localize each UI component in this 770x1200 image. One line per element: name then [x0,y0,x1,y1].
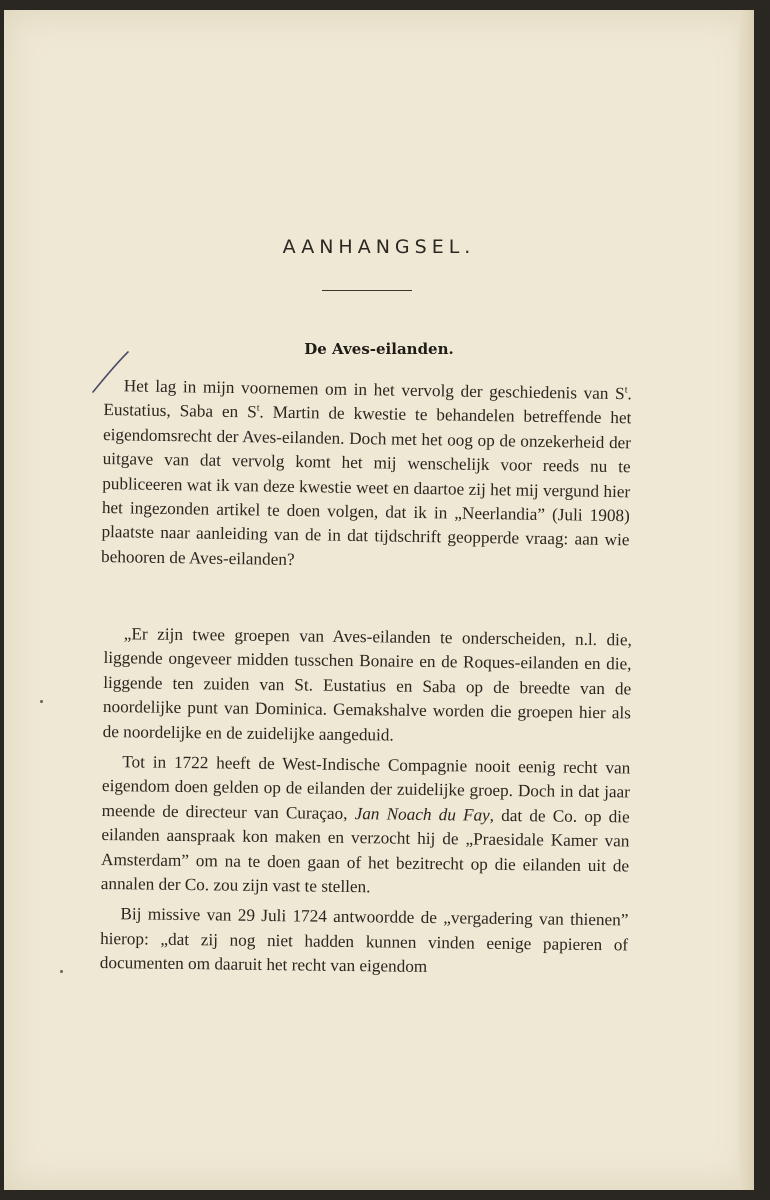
page-edge [738,10,754,1190]
margin-dot [60,970,63,973]
paragraph-history: Tot in 1722 heeft de West-Indische Compagnie nooit eenig recht van eigendom doen gelden op de eilanden der zuidelijke groep. Doch in dat jaar meende de directeur van Curaçao, Jan Noach du Fay, dat de Co. op die eilanden aanspraak kon maken en verzocht hij de „Praesidale Kamer van Amsterdam” om na te doen gaan of het bezitrecht op die eilanden uit de annalen der Co. zou zijn vast te stellen. [100,752,631,897]
paragraph-intro: Het lag in mijn voornemen om in het vervolg der geschiedenis van $S^t$. Eustatius, Saba en $S^t$. Martin de kwestie te behandelen betreffende het eigendomsrecht der Aves-eilanden. Doch met het oog op de onzekerheid der uitgave van dat vervolg komt het mij wenschelijk voor reeds nu te publiceeren wat ik van deze kwestie weet en daartoe zij het mij vergund hier het ingezonden artikel te doen volgen, dat ik in „Neerlandia” (Juli 1908) plaatste naar aanleiding van de in dat tijdschrift geopperde vraag: aan wie behooren de Aves-eilanden? [100,376,632,569]
heading-rule [322,290,412,291]
paragraph-groups: „Er zijn twee groepen van Aves-eilanden te onderscheiden, n.l. die, liggende ongeveer midden tusschen Bonaire en de Roques-eilanden en die, liggende ten zuiden van St. Eustatius en Saba op de breedte van de noordelijke punt van Dominica. Gemakshalve worden die groepen hier als de noordelijke en de zuidelijke aangeduid. [102,624,632,745]
section-heading: AANHANGSEL. [282,236,476,258]
document-page [4,10,754,1190]
margin-dot [40,700,43,703]
paragraph-group-article [100,622,632,982]
paragraph-missive: Bij missive van 29 Juli 1724 antwoordde de „vergadering van thienen” hierop: „dat zij nog niet hadden kunnen vinden eenige papieren of documenten om daaruit het recht van eigendom [99,904,629,977]
section-subtitle: De Aves-eilanden. [304,340,454,358]
